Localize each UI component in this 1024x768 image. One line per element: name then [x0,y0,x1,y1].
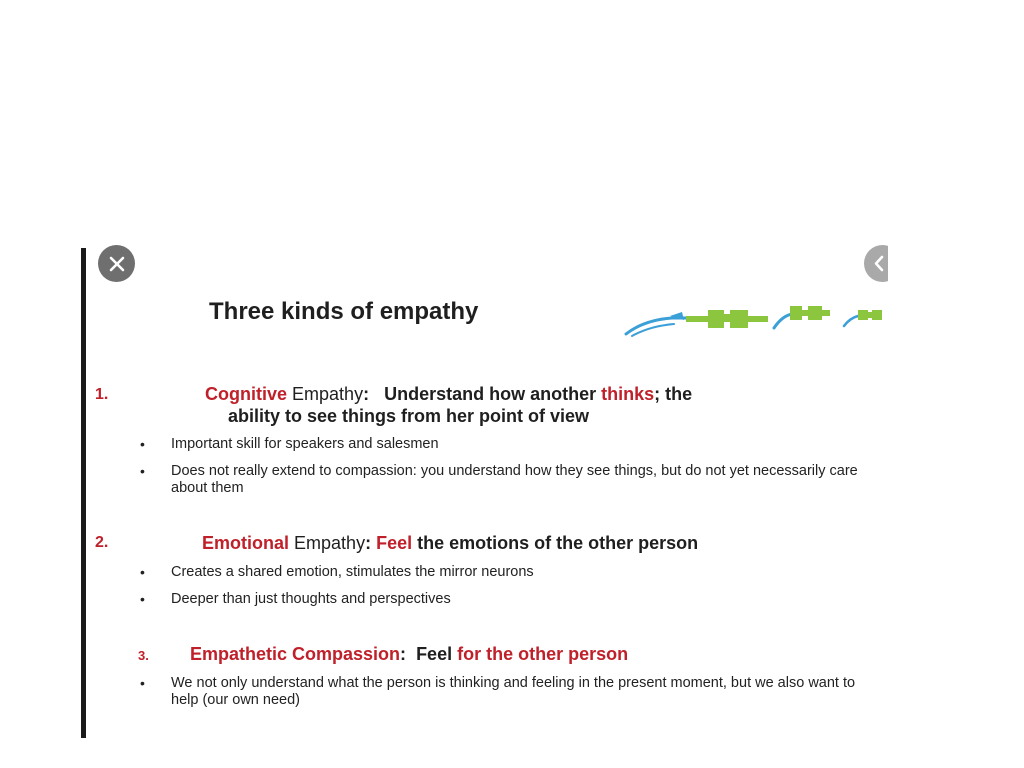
section-3-heading [190,644,628,665]
section-1-number: 1. [95,386,109,403]
slide-title: Three kinds of empathy [209,298,479,325]
close-icon [108,255,126,273]
puzzle-pieces-icon [624,298,888,340]
section-3-text-red: for the other person [457,644,629,664]
section-1-text-a: Understand how another [384,384,597,404]
section-2-colon: : [365,533,372,553]
list-item: • Deeper than just thoughts and perspectives [140,591,860,608]
section-2-heading [202,533,698,554]
section-2-number: 2. [95,534,109,551]
section-2-text-red: Feel [376,533,413,553]
section-3-bullets [140,675,870,719]
list-item: • Important skill for speakers and salesmen [140,436,860,453]
close-button[interactable] [98,245,135,282]
section-1-colon: : [363,384,370,404]
section-2-text-b: the emotions of the other person [417,533,699,553]
section-1-heading-line2: ability to see things from her point of view [228,406,590,426]
section-3-number: 3. [138,648,149,663]
section-1-heading [205,384,692,405]
previous-button[interactable] [864,245,888,282]
section-2-bullets [140,564,860,618]
list-item: • We not only understand what the person is thinking and feeling in the present moment, but we also want to help (our own need) [140,675,871,709]
section-2-term: Emotional [202,533,290,553]
section-3-term: Empathetic Compassion [190,644,401,664]
section-2-kind: Empathy [294,533,366,553]
section-1-term: Cognitive [205,384,288,404]
section-3-text-a: Feel [416,644,453,664]
section-3-colon: : [400,644,407,664]
chevron-left-icon [872,255,886,272]
section-1-text-red: thinks [601,384,655,404]
section-1-kind: Empathy [292,384,364,404]
list-item: • Creates a shared emotion, stimulates the mirror neurons [140,564,860,581]
list-item: • Does not really extend to compassion: you understand how they see things, but do not yet necessarily care about them [140,463,861,497]
slide-left-border [81,248,86,738]
section-1-text-b: ; the [654,384,693,404]
section-1-bullets [140,436,860,507]
